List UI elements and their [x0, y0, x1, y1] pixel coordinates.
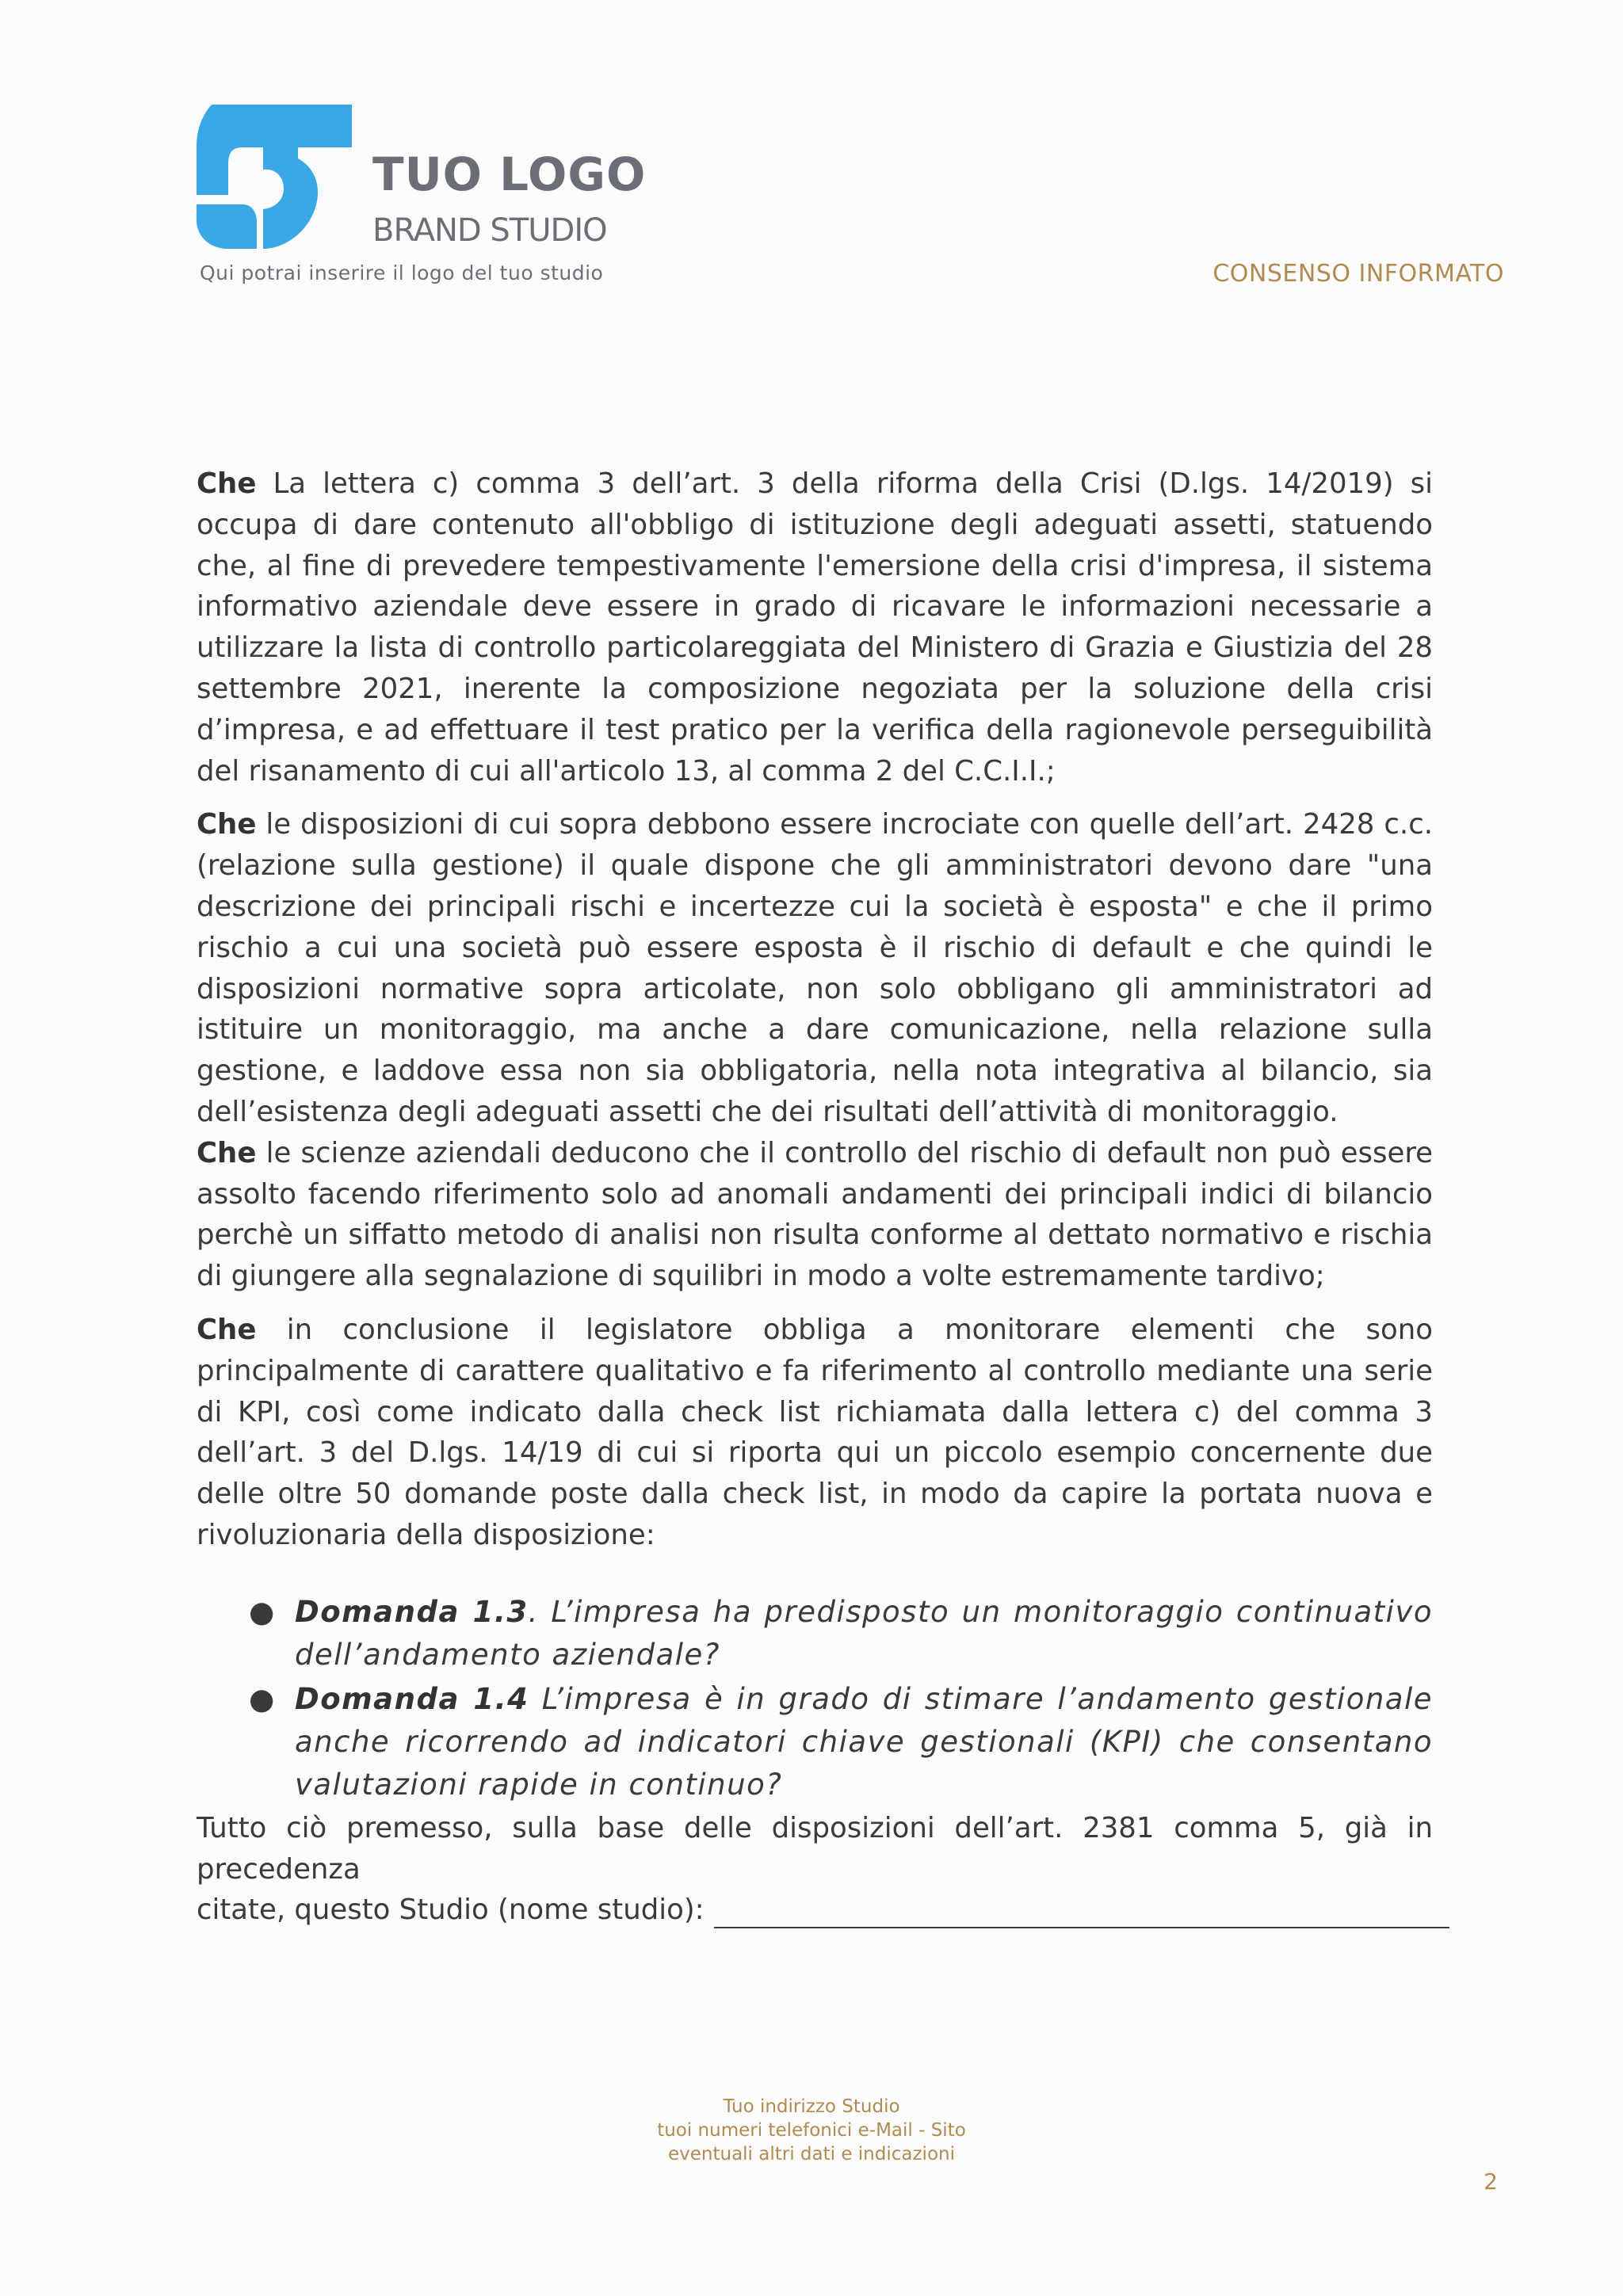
- closing-line-2: [197, 1890, 1433, 1931]
- paragraph-text: La lettera c) comma 3 dell’art. 3 della riforma della Crisi (D.lgs. 14/2019) si occupa di dare contenuto all'obbligo di istituzione degli adeguati assetti, statuendo che, al fine di prevedere tempestivamente l'emersione della crisi d'impresa, il sistema informativo aziendale deve essere in grado di ricavare le informazioni necessarie a utilizzare la lista di controllo particolareggiata del Ministero di Grazia e Giustizia del 28 settembre 2021, inerente la composizione negoziata per la soluzione della crisi d’impresa, e ad effettuare il test pratico per la verifica della ragionevole perseguibilità del risanamento di cui all'articolo 13, al comma 2 del C.C.I.I.;: [197, 467, 1433, 788]
- logo-subtitle: BRAND STUDIO: [372, 212, 607, 249]
- question-label: Domanda 1.3: [295, 1594, 529, 1629]
- footer-contacts: tuoi numeri telefonici e-Mail - Sito: [657, 2120, 966, 2141]
- studio-name-fill-line[interactable]: [714, 1927, 1449, 1928]
- logo-title: TUO LOGO: [372, 147, 647, 201]
- logo-mark-icon: [197, 101, 355, 252]
- closing-label: citate, questo Studio (nome studio):: [197, 1894, 705, 1927]
- paragraph: [197, 1310, 1433, 1556]
- question-list: [197, 1591, 1433, 1806]
- paragraph-lead: Che: [197, 467, 257, 500]
- document-body: [197, 463, 1433, 1931]
- paragraph: [197, 463, 1433, 791]
- bullet-icon: ●: [249, 1681, 276, 1716]
- page-number: 2: [1484, 2168, 1498, 2195]
- paragraph-text: in conclusione il legislatore obbliga a monitorare elementi che sono principalmente di carattere qualitativo e fa riferimento al controllo mediante una serie di KPI, così come indicato dalla check list richiamata dalla lettera c) del comma 3 dell’art. 3 del D.lgs. 14/19 di cui si riporta qui un piccolo esempio concernente due delle oltre 50 domande poste dalla check list, in modo da capire la portata nuova e rivoluzionaria della disposizione:: [197, 1313, 1433, 1551]
- document-title: CONSENSO INFORMATO: [1212, 260, 1504, 288]
- paragraph-lead: Che: [197, 1136, 257, 1169]
- paragraph-lead: Che: [197, 1313, 257, 1346]
- paragraph: [197, 804, 1433, 1132]
- page-footer: [0, 2095, 1623, 2166]
- logo-tagline: Qui potrai inserire il logo del tuo studio: [200, 261, 604, 284]
- bullet-icon: ●: [249, 1594, 276, 1629]
- question-text: . L’impresa ha predisposto un monitoraggio continuativo dell’andamento aziendale?: [295, 1594, 1433, 1672]
- paragraph-text: le scienze aziendali deducono che il controllo del rischio di default non può essere assolto facendo riferimento solo ad anomali andamenti dei principali indici di bilancio perchè un siffatto metodo di analisi non risulta conforme al dettato normativo e rischia di giungere alla segnalazione di squilibri in modo a volte estremamente tardivo;: [197, 1136, 1433, 1293]
- paragraph-lead: Che: [197, 808, 257, 841]
- studio-logo: [197, 101, 656, 292]
- list-item: [249, 1678, 1434, 1806]
- question-text: L’impresa è in grado di stimare l’andamento gestionale anche ricorrendo ad indicatori chiave gestionali (KPI) che consentano valutazioni rapide in continuo?: [295, 1681, 1434, 1802]
- footer-other-info: eventuali altri dati e indicazioni: [667, 2144, 955, 2164]
- closing-line-1: Tutto ciò premesso, sulla base delle disposizioni dell’art. 2381 comma 5, già in precedenza: [197, 1811, 1433, 1886]
- paragraph-text: le disposizioni di cui sopra debbono essere incrociate con quelle dell’art. 2428 c.c. (relazione sulla gestione) il quale dispone che gli amministratori devono dare "una descrizione dei principali rischi e incertezze cui la società è esposta" e che il primo rischio a cui una società può essere esposta è il rischio di default e che quindi le disposizioni normative sopra articolate, non solo obbligano gli amministratori ad istituire un monitoraggio, ma anche a dare comunicazione, nella relazione sulla gestione, e laddove essa non sia obbligatoria, nella nota integrativa al bilancio, sia dell’esistenza degli adeguati assetti che dei risultati dell’attività di monitoraggio.: [197, 808, 1433, 1128]
- question-label: Domanda 1.4: [295, 1681, 529, 1716]
- footer-address: Tuo indirizzo Studio: [723, 2096, 900, 2117]
- list-item: [249, 1591, 1433, 1676]
- paragraph: [197, 1133, 1433, 1297]
